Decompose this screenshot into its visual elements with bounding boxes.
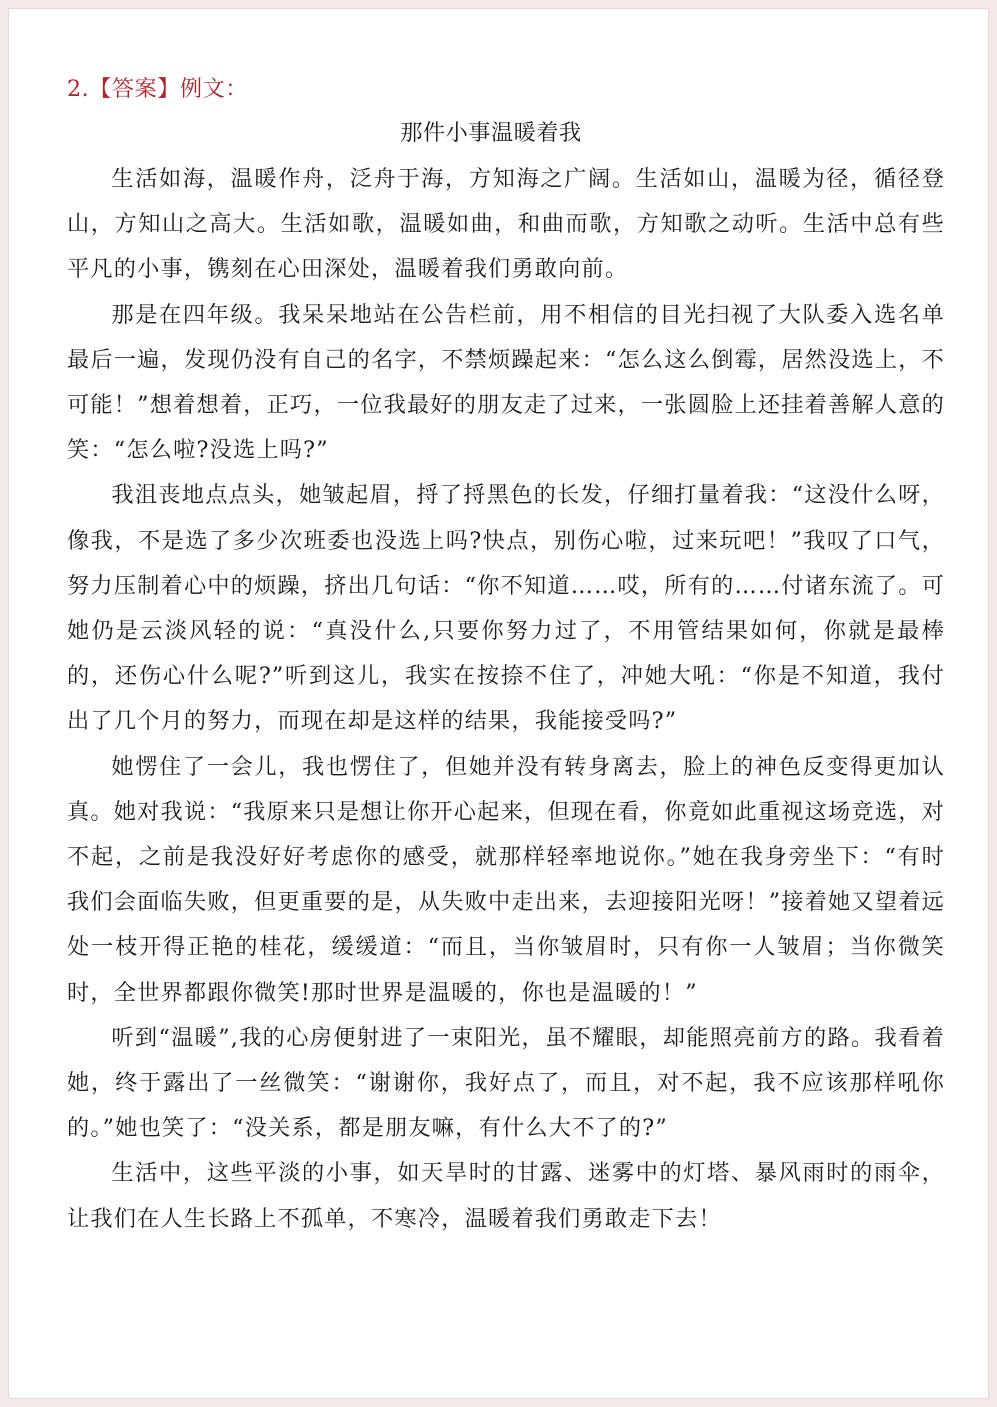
document-page xyxy=(8,8,989,1399)
paragraph-3: 我沮丧地点点头，她皱起眉，捋了捋黑色的长发，仔细打量着我：“这没什么呀，像我，不是选了多少次班委也没选上吗?快点，别伤心啦，过来玩吧！”我叹了口气，努力压制着心中的烦躁，挤出几句话：“你不知道……哎，所有的……付诸东流了。可她仍是云淡风轻的说：“真没什么,只要你努力过了，不用管结果如何，你就是最棒的，还伤心什么呢?”听到这儿，我实在按捺不住了，冲她大吼：“你是不知道，我付出了几个月的努力，而现在却是这样的结果，我能接受吗?” xyxy=(67,482,945,735)
answer-header: 2.【答案】例文： xyxy=(67,76,248,102)
paragraph-2: 那是在四年级。我呆呆地站在公告栏前，用不相信的目光扫视了大队委入选名单最后一遍，发现仍没有自己的名字，不禁烦躁起来：“怎么这么倒霉，居然没选上，不可能！”想着想着，正巧，一位我最好的朋友走了过来，一张圆脸上还挂着善解人意的笑：“怎么啦?没选上吗?” xyxy=(67,301,945,464)
paragraph-5: 听到“温暖”,我的心房便射进了一束阳光，虽不耀眼，却能照亮前方的路。我看着她，终于露出了一丝微笑：“谢谢你，我好点了，而且，对不起，我不应该那样吼你的。”她也笑了：“没关系，都是朋友嘛，有什么大不了的?” xyxy=(67,1024,945,1142)
essay-title: 那件小事温暖着我 xyxy=(400,120,582,146)
paragraph-4: 她愣住了一会儿，我也愣住了，但她并没有转身离去，脸上的神色反变得更加认真。她对我说：“我原来只是想让你开心起来，但现在看，你竟如此重视这场竞选，对不起，之前是我没好好考虑你的感受，就那样轻率地说你。”她在我身旁坐下：“有时我们会面临失败，但更重要的是，从失败中走出来，去迎接阳光呀！”接着她又望着远处一枝开得正艳的桂花，缓缓道：“而且，当你皱眉时，只有你一人皱眉；当你微笑时，全世界都跟你微笑!那时世界是温暖的，你也是温暖的！” xyxy=(67,753,945,1006)
paragraph-1: 生活如海，温暖作舟，泛舟于海，方知海之广阔。生活如山，温暖为径，循径登山，方知山之高大。生活如歌，温暖如曲，和曲而歌，方知歌之动听。生活中总有些平凡的小事，镌刻在心田深处，温暖着我们勇敢向前。 xyxy=(67,166,945,283)
paragraph-6: 生活中，这些平淡的小事，如天旱时的甘露、迷雾中的灯塔、暴风雨时的雨伞，让我们在人生长路上不孤单，不寒冷，温暖着我们勇敢走下去！ xyxy=(67,1160,945,1232)
document-content xyxy=(67,69,945,1242)
